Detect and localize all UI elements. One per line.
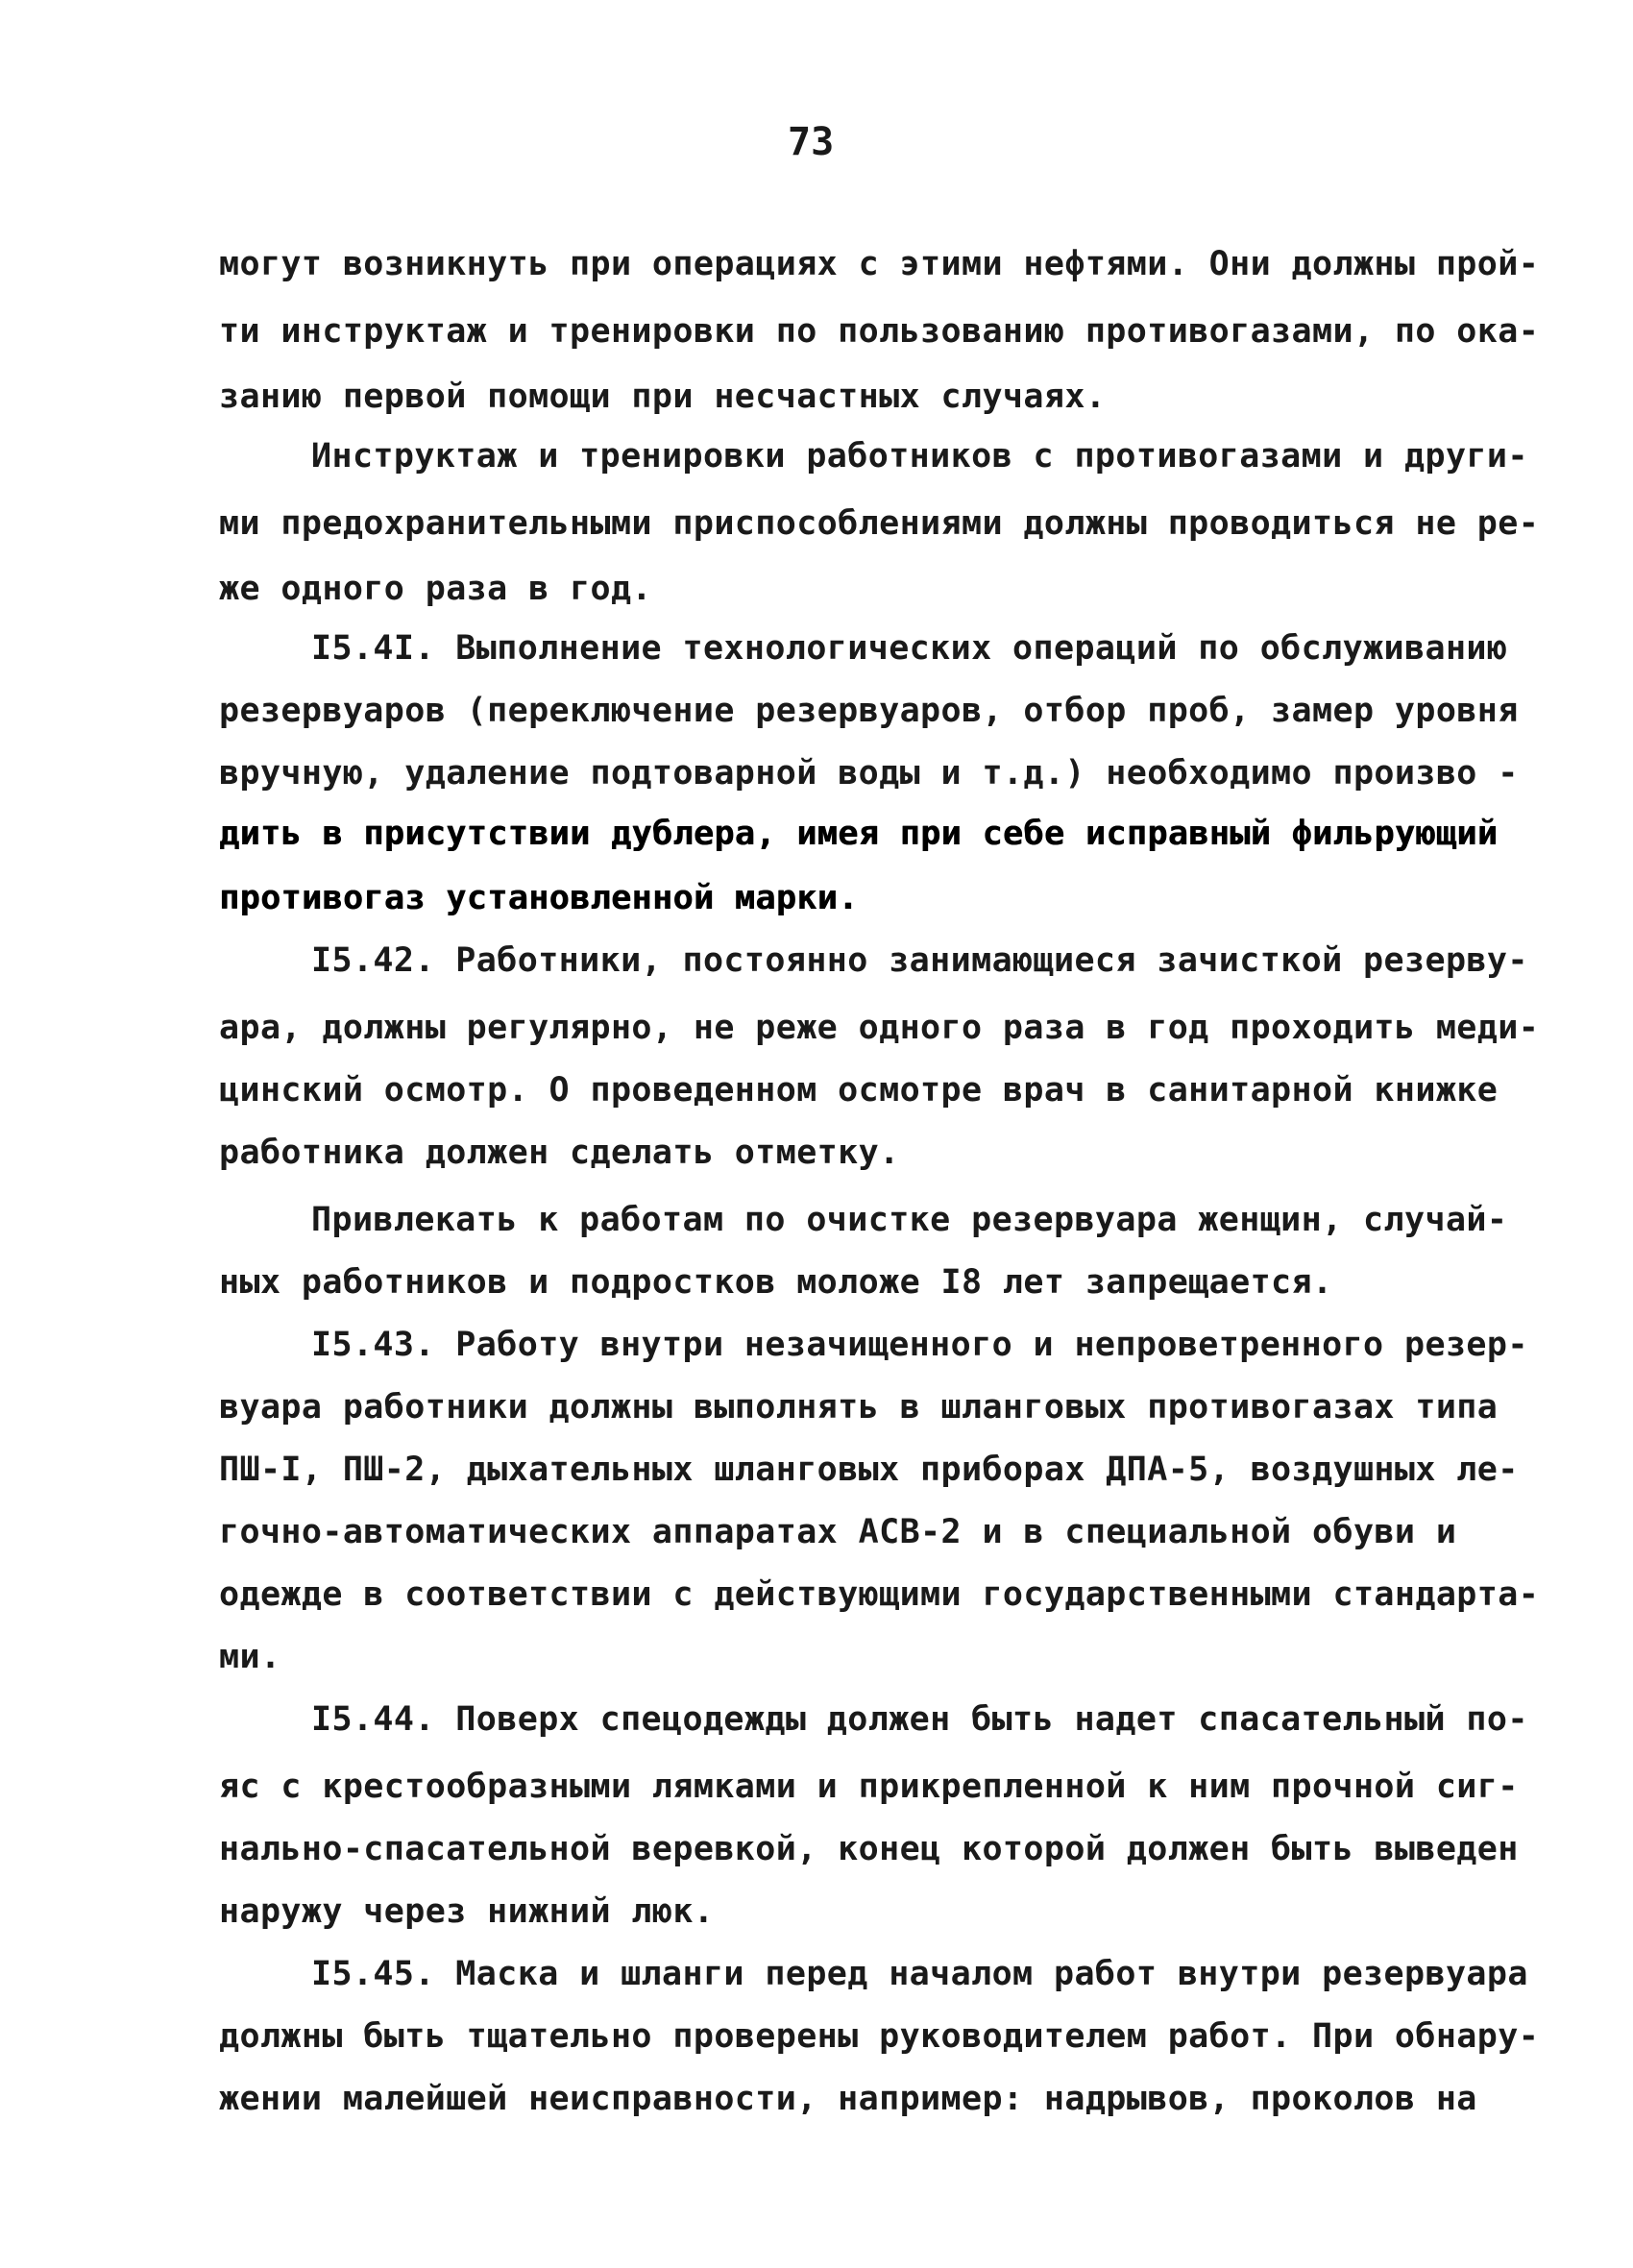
text-line: I5.44. Поверх спецодежды должен быть надет спасательный по- xyxy=(311,1700,1528,1739)
text-line: резервуаров (переключение резервуаров, отбор проб, замер уровня xyxy=(219,692,1519,730)
text-line: цинский осмотр. О проведенном осмотре врач в санитарной книжке xyxy=(219,1071,1499,1110)
text-line: яс с крестообразными лямками и прикрепленной к ним прочной сиг- xyxy=(219,1768,1519,1806)
text-line: нально-спасательной веревкой, конец которой должен быть выведен xyxy=(219,1830,1519,1868)
text-line: же одного раза в год. xyxy=(219,570,652,608)
text-line: противогаз установленной марки. xyxy=(219,879,859,917)
text-line: занию первой помощи при несчастных случаях. xyxy=(219,378,1107,416)
text-line: ара, должны регулярно, не реже одного раза в год проходить меди- xyxy=(219,1009,1540,1047)
text-line: ми. xyxy=(219,1638,281,1676)
text-line: наружу через нижний люк. xyxy=(219,1892,715,1931)
text-line: жении малейшей неисправности, например: надрывов, проколов на xyxy=(219,2080,1477,2118)
text-line: I5.42. Работники, постоянно занимающиеся зачисткой резерву- xyxy=(311,941,1528,980)
text-line: вручную, удаление подтоварной воды и т.д.) необходимо произво - xyxy=(219,754,1519,793)
page-number: 73 xyxy=(788,120,835,164)
text-line: работника должен сделать отметку. xyxy=(219,1134,900,1172)
text-line: ти инструктаж и тренировки по пользованию противогазами, по ока- xyxy=(219,312,1540,351)
text-line: I5.43. Работу внутри незачищенного и непроветренного резер- xyxy=(311,1326,1528,1364)
text-line: могут возникнуть при операциях с этими нефтями. Они должны прой- xyxy=(219,245,1540,283)
text-line: дить в присутствии дублера, имея при себе исправный фильрующий xyxy=(219,815,1499,853)
text-line: Привлекать к работам по очистке резервуара женщин, случай- xyxy=(311,1201,1508,1239)
text-line: ПШ-I, ПШ-2, дыхательных шланговых приборах ДПА-5, воздушных ле- xyxy=(219,1451,1519,1489)
text-line: Инструктаж и тренировки работников с противогазами и други- xyxy=(311,437,1528,476)
text-line: I5.45. Маска и шланги перед началом работ внутри резервуара xyxy=(311,1955,1528,1993)
text-line: вуара работники должны выполнять в шланговых противогазах типа xyxy=(219,1388,1499,1427)
text-line: одежде в соответствии с действующими государственными стандарта- xyxy=(219,1575,1540,1614)
text-line: гочно-автоматических аппаратах АСВ-2 и в специальной обуви и xyxy=(219,1513,1457,1551)
text-line: ми предохранительными приспособлениями должны проводиться не ре- xyxy=(219,504,1540,543)
text-line: должны быть тщательно проверены руководителем работ. При обнару- xyxy=(219,2017,1540,2056)
text-line: ных работников и подростков моложе I8 лет запрещается. xyxy=(219,1263,1333,1302)
text-line: I5.4I. Выполнение технологических операций по обслуживанию xyxy=(311,629,1508,668)
